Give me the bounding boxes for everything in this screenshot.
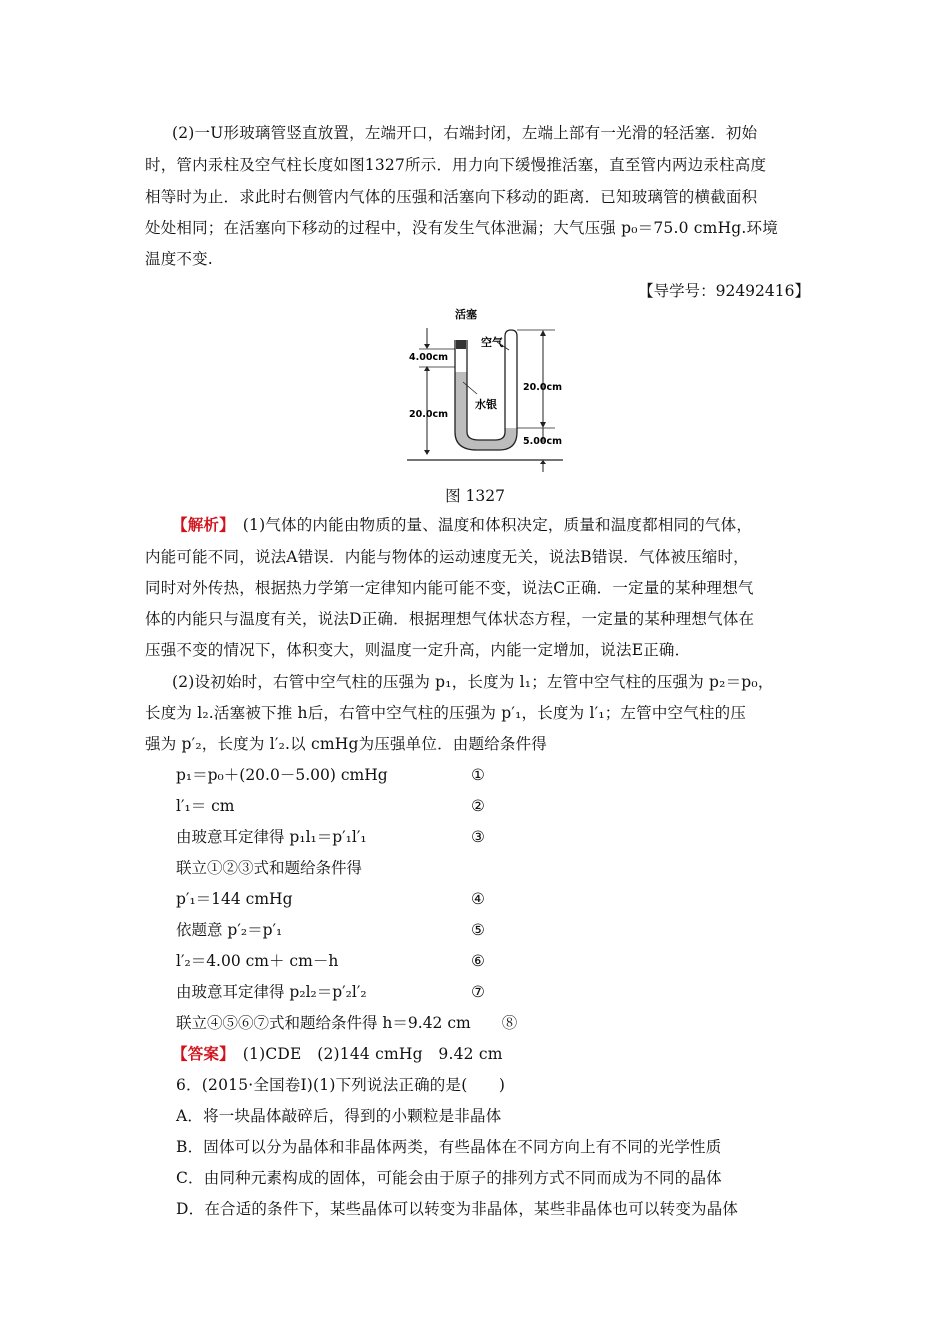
option-a: A．将一块晶体敲碎后，得到的小颗粒是非晶体 bbox=[176, 1107, 502, 1125]
equation-number: ① bbox=[471, 766, 485, 784]
dim-4cm: 4.00cm bbox=[409, 352, 448, 363]
equation-number: ③ bbox=[471, 828, 485, 846]
equation-number: ④ bbox=[471, 890, 485, 908]
analysis-tag: 【解析】 bbox=[172, 515, 228, 534]
label-piston: 活塞 bbox=[455, 308, 477, 321]
label-air: 空气 bbox=[481, 336, 503, 349]
option-b: B．固体可以分为晶体和非晶体两类，有些晶体在不同方向上有不同的光学性质 bbox=[176, 1138, 722, 1156]
answer-tag: 【答案】 bbox=[172, 1044, 228, 1063]
problem-text-line: (2)一U形玻璃管竖直放置，左端开口，右端封闭，左端上部有一光滑的轻活塞．初始 bbox=[172, 124, 758, 142]
equation: 联立④⑤⑥⑦式和题给条件得 h＝9.42 cm ⑧ bbox=[176, 1014, 518, 1032]
equation-number: ⑦ bbox=[471, 983, 485, 1001]
guide-number: 【导学号：92492416】 bbox=[638, 282, 810, 300]
equation: 由玻意耳定律得 p₁l₁＝p′₁l′₁ bbox=[176, 828, 367, 846]
dim-20cm-left: 20.0cm bbox=[409, 409, 448, 420]
dim-20cm-right: 20.0cm bbox=[523, 382, 562, 393]
dim-5cm: 5.00cm bbox=[523, 436, 562, 447]
u-tube-figure bbox=[405, 302, 565, 472]
equation: p₁＝p₀＋(20.0－5.00) cmHg bbox=[176, 766, 388, 784]
analysis-line: 内能可能不同，说法A错误．内能与物体的运动速度无关，说法B错误．气体被压缩时， bbox=[145, 548, 749, 566]
equation: 由玻意耳定律得 p₂l₂＝p′₂l′₂ bbox=[176, 983, 367, 1001]
piston bbox=[456, 340, 466, 349]
analysis-line: 长度为 l₂.活塞被下推 h后，右管中空气柱的压强为 p′₁，长度为 l′₁；左管中空气柱的压 bbox=[145, 704, 747, 722]
problem6-stem: 6．(2015·全国卷Ⅰ)(1)下列说法正确的是( ) bbox=[176, 1076, 506, 1094]
equation: 依题意 p′₂＝p′₁ bbox=[176, 921, 283, 939]
answer-line bbox=[172, 1044, 503, 1064]
analysis-line: (2)设初始时，右管中空气柱的压强为 p₁，长度为 l₁；左管中空气柱的压强为 p₂＝p₀， bbox=[172, 673, 774, 691]
option-c: C．由同种元素构成的固体，可能会由于原子的排列方式不同而成为不同的晶体 bbox=[176, 1169, 722, 1187]
analysis-line: 同时对外传热，根据热力学第一定律知内能可能不变，说法C正确．一定量的某种理想气 bbox=[145, 579, 754, 597]
analysis-line-first bbox=[172, 515, 752, 535]
figure-caption: 图 1327 bbox=[445, 487, 505, 505]
analysis-line: 压强不变的情况下，体积变大，则温度一定升高，内能一定增加，说法E正确． bbox=[145, 641, 691, 659]
mercury-fill bbox=[455, 372, 517, 450]
equation: p′₁＝144 cmHg bbox=[176, 890, 293, 908]
equation-number: ⑥ bbox=[471, 952, 485, 970]
analysis-line: 强为 p′₂，长度为 l′₂.以 cmHg为压强单位．由题给条件得 bbox=[145, 735, 547, 753]
analysis-text: (1)气体的内能由物质的量、温度和体积决定，质量和温度都相同的气体， bbox=[227, 516, 753, 534]
problem-text-line: 温度不变. bbox=[145, 250, 213, 268]
problem-text-line: 时，管内汞柱及空气柱长度如图1327所示．用力向下缓慢推活塞，直至管内两边汞柱高度 bbox=[145, 156, 767, 174]
equation: 联立①②③式和题给条件得 bbox=[176, 859, 363, 877]
option-d: D．在合适的条件下，某些晶体可以转变为非晶体，某些非晶体也可以转变为晶体 bbox=[176, 1200, 739, 1218]
equation-number: ⑤ bbox=[471, 921, 485, 939]
equation-number: ② bbox=[471, 797, 485, 815]
equation: l′₂＝4.00 cm＋ cm－h bbox=[176, 952, 339, 970]
answer-text: (1)CDE (2)144 cmHg 9.42 cm bbox=[227, 1045, 503, 1063]
problem-text-line: 相等时为止．求此时右侧管内气体的压强和活塞向下移动的距离．已知玻璃管的横截面积 bbox=[145, 188, 758, 206]
equation: l′₁＝ cm bbox=[176, 797, 235, 815]
analysis-line: 体的内能只与温度有关，说法D正确．根据理想气体状态方程，一定量的某种理想气体在 bbox=[145, 610, 755, 628]
problem-text-line: 处处相同；在活塞向下移动的过程中，没有发生气体泄漏；大气压强 p₀＝75.0 cmHg.环境 bbox=[145, 219, 778, 237]
label-mercury: 水银 bbox=[475, 398, 497, 411]
